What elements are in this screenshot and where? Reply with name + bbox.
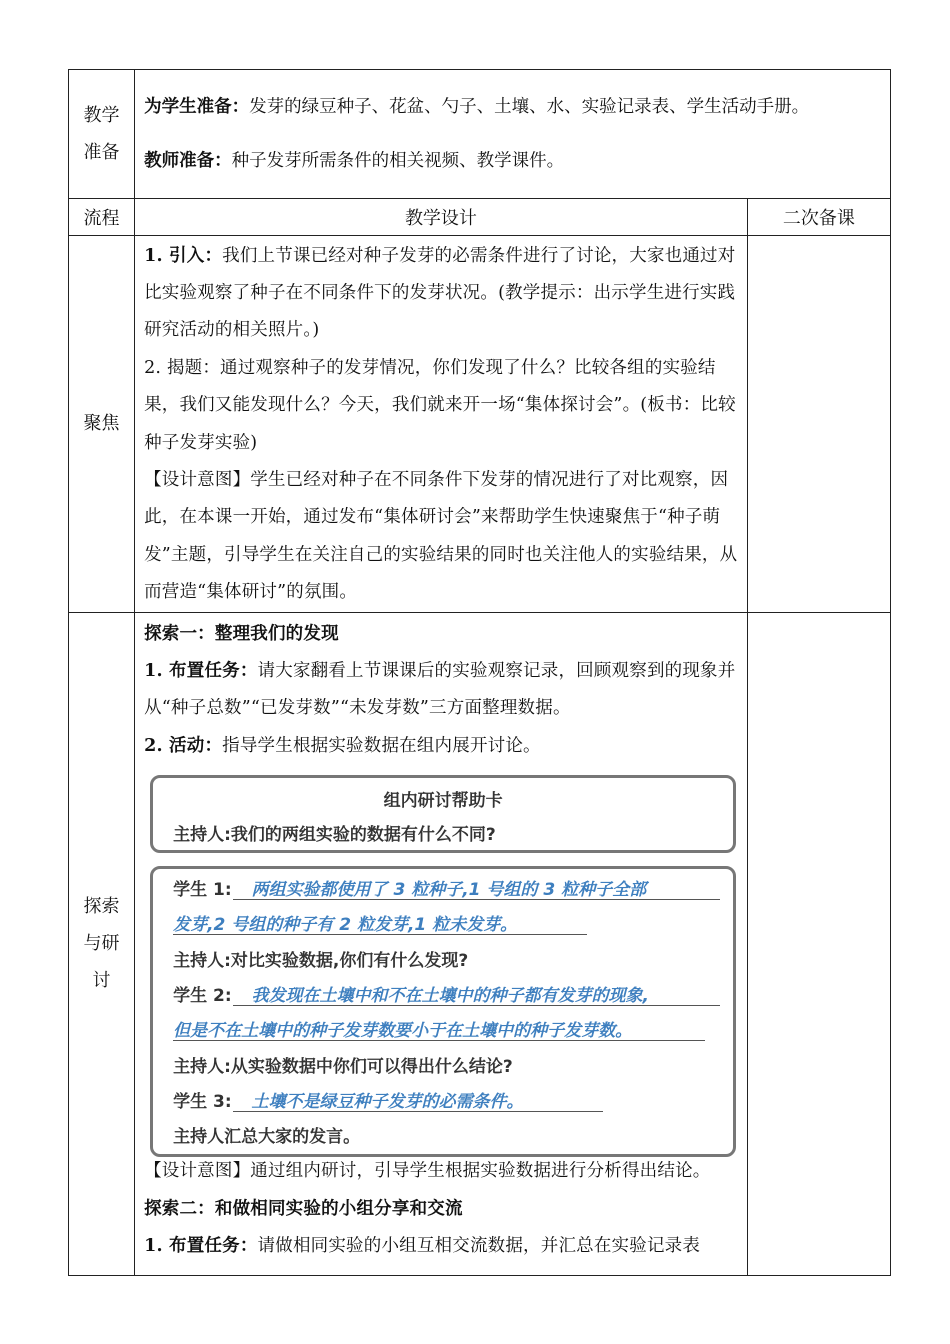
explore-one-title: 探索一：整理我们的发现 [144, 623, 339, 644]
host-question-1: 主持人:我们的两组实验的数据有什么不同? [173, 825, 496, 846]
underline [233, 1111, 603, 1112]
underline [233, 899, 720, 900]
header-row [69, 198, 891, 235]
explore-notes-cell [747, 612, 890, 1275]
header-second-prep: 二次备课 [747, 198, 890, 235]
student3-line: 学生 3: 土壤不是绿豆种子发芽的必需条件。 [173, 1092, 524, 1113]
explore-label-3: 讨 [92, 970, 111, 992]
explore-label-cell [69, 612, 135, 1275]
student2-line1: 学生 2: 我发现在土壤中和不在土壤中的种子都有发芽的现象, [173, 986, 650, 1007]
explore-one-activity: 2. 活动：指导学生根据实验数据在组内展开讨论。 [144, 735, 541, 756]
underline [173, 934, 587, 935]
explore-content-cell [135, 612, 748, 1275]
focus-intro: 1. 引入：我们上节课已经对种子发芽的必需条件进行了讨论，大家也通过对比实验观察了种子在不同条件下的发芽状况。(教学提示：出示学生进行实践研究活动的相关照片。) [144, 245, 736, 341]
host-question-2: 主持人:对比实验数据,你们有什么发现? [173, 951, 469, 972]
prep-row [69, 70, 891, 199]
explore-label-2: 与研 [83, 933, 120, 955]
explore-row [69, 612, 891, 1275]
prep-label-cell [69, 70, 135, 199]
card-dialogue-box [150, 866, 736, 1157]
prep-content-cell [135, 70, 891, 199]
explore-one-intent: 【设计意图】通过组内研讨，引导学生根据实验数据进行分析得出结论。 [144, 1161, 711, 1182]
student2-line2: 但是不在土壤中的种子发芽数要小于在土壤中的种子发芽数。 [173, 1021, 633, 1042]
student1-line1: 学生 1: 两组实验都使用了 3 粒种子,1 号组的 3 粒种子全部 [173, 880, 647, 901]
student-prep: 为学生准备：发芽的绿豆种子、花盆、勺子、土壤、水、实验记录表、学生活动手册。 [144, 96, 810, 117]
focus-row [69, 235, 891, 612]
card-header-box [150, 775, 736, 853]
focus-notes-cell [747, 235, 890, 612]
student1-line2: 发芽,2 号组的种子有 2 粒发芽,1 粒未发芽。 [173, 915, 518, 936]
host-summary: 主持人汇总大家的发言。 [173, 1127, 361, 1148]
lesson-table [68, 69, 891, 1276]
explore-two-title: 探索二：和做相同实验的小组分享和交流 [144, 1198, 463, 1219]
discussion-help-card [141, 775, 741, 1153]
header-process: 流程 [69, 198, 135, 235]
host-question-3: 主持人:从实验数据中你们可以得出什么结论? [173, 1057, 513, 1078]
focus-content-cell [135, 235, 748, 612]
underline [233, 1005, 720, 1006]
explore-one-task: 1. 布置任务：请大家翻看上节课课后的实验观察记录，回顾观察到的现象并从“种子总数”“已发芽数”“未发芽数”三方面整理数据。 [144, 660, 736, 719]
explore-two-task: 1. 布置任务：请做相同实验的小组互相交流数据，并汇总在实验记录表 [144, 1236, 701, 1256]
header-design: 教学设计 [135, 198, 748, 235]
teacher-prep: 教师准备：种子发芽所需条件的相关视频、教学课件。 [144, 151, 565, 171]
focus-reveal: 2. 揭题：通过观察种子的发芽情况，你们发现了什么？比较各组的实验结果，我们又能发现什么？今天，我们就来开一场“集体探讨会”。(板书：比较种子发芽实验) [144, 357, 736, 453]
focus-label: 聚焦 [69, 235, 135, 612]
underline [173, 1040, 705, 1041]
prep-label: 教学 准备 [83, 104, 120, 163]
card-title: 组内研讨帮助卡 [383, 791, 503, 812]
focus-intent: 【设计意图】学生已经对种子在不同条件下发芽的情况进行了对比观察，因此，在本课一开始，通过发布“集体研讨会”来帮助学生快速聚焦于“种子萌发”主题，引导学生在关注自己的实验结果的同时也关注他人的实验结果，从而营造“集体研讨”的氛围。 [144, 469, 738, 603]
lesson-plan-table [68, 69, 891, 1256]
explore-label-1: 探索 [83, 896, 120, 918]
